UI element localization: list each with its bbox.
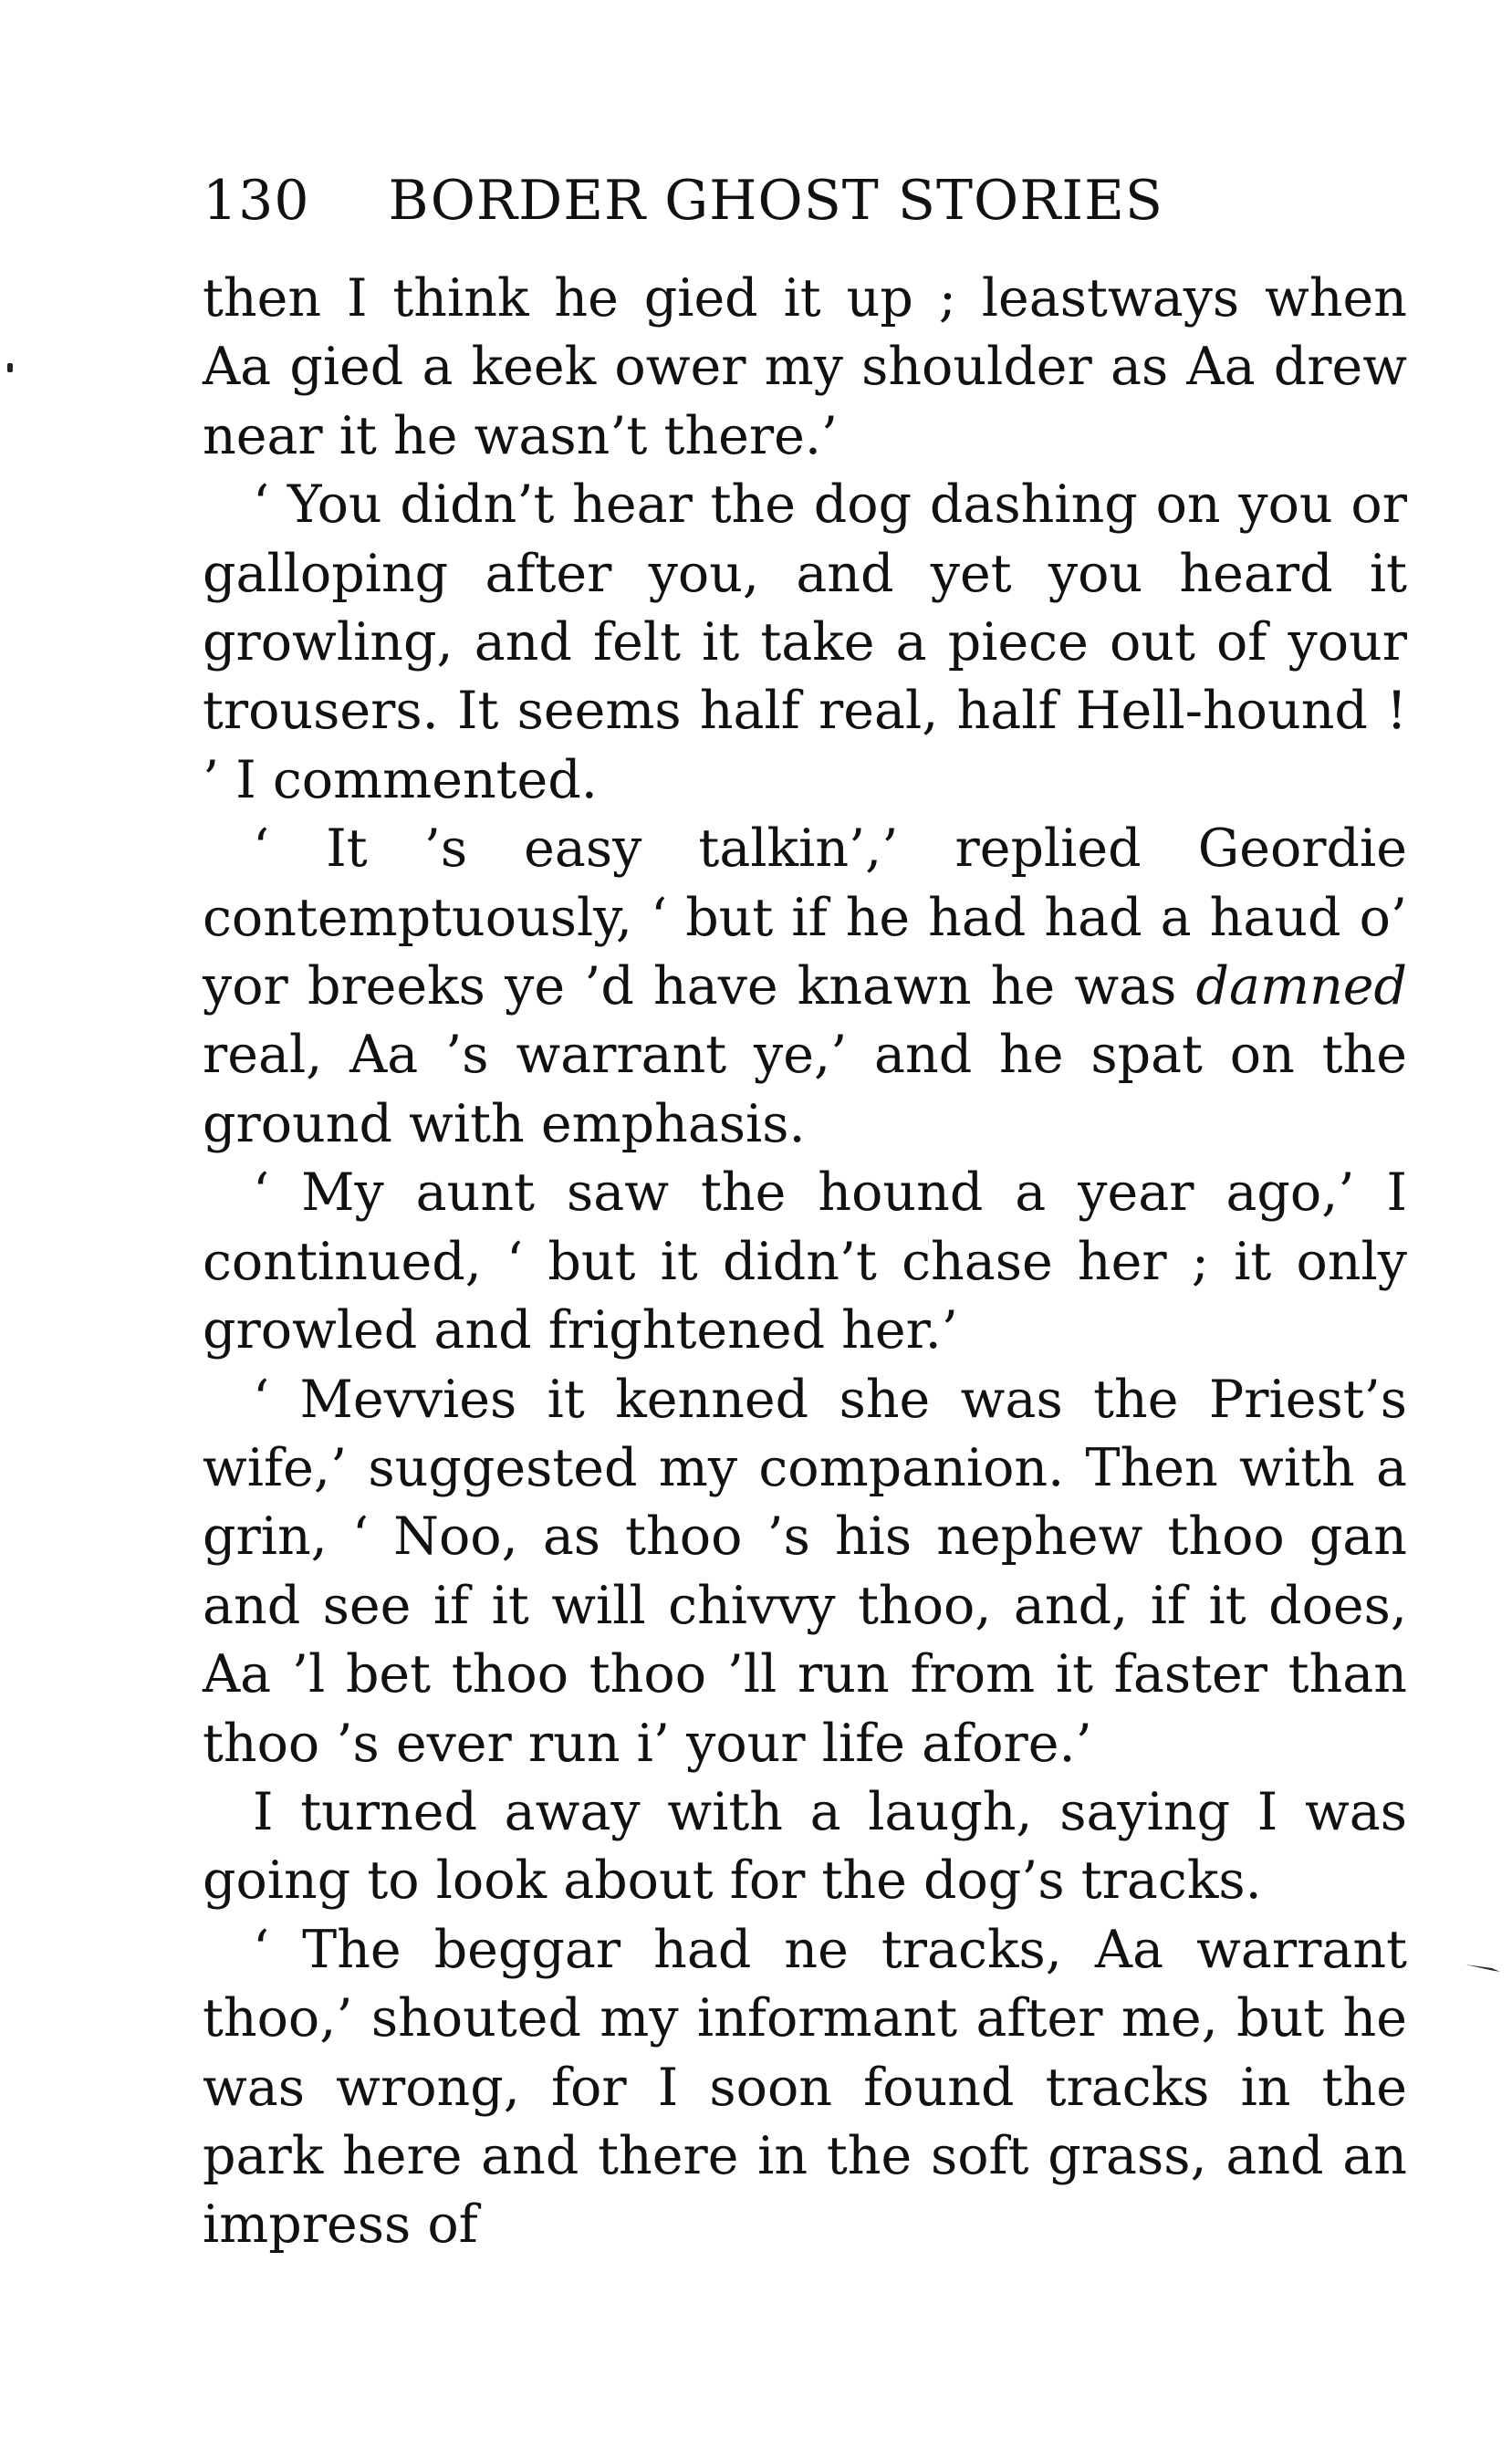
paragraph-3-text-before: ‘ It ’s easy talkin’,’ replied Geordie contemptuously, ‘ but if he had had a haud o’ yor breeks ye ’d have knawn he was xyxy=(203,818,1407,1017)
emphasized-word: damned xyxy=(1195,956,1407,1017)
paragraph-5: ‘ Mevvies it kenned she was the Priest’s wife,’ suggested my companion. Then with a grin, ‘ Noo, as thoo ’s his nephew thoo gan and see if it will chivvy thoo, and, if it does, Aa ’l bet thoo thoo ’ll run from it faster than thoo ’s ever run i’ your life afore.’ xyxy=(203,1369,1407,1774)
paragraph-4: ‘ My aunt saw the hound a year ago,’ I continued, ‘ but it didn’t chase her ; it only growled and frightened her.’ xyxy=(203,1162,1407,1361)
paragraph-3 xyxy=(203,815,1407,1159)
paragraph-6: I turned away with a laugh, saying I was going to look about for the dog’s tracks. xyxy=(203,1781,1407,1912)
margin-pen-mark xyxy=(1465,1962,1501,1973)
paragraph-2: ‘ You didn’t hear the dog dashing on you or galloping after you, and yet you heard it growling, and felt it take a piece out of your trousers. It seems half real, half Hell-hound ! ’ I commented. xyxy=(203,474,1407,810)
paragraph-3-text-after: real, Aa ’s warrant ye,’ and he spat on the ground with emphasis. xyxy=(203,1025,1407,1154)
running-title: BORDER GHOST STORIES xyxy=(388,169,1163,233)
paragraph-1: then I think he gied it up ; leastways when Aa gied a keek ower my shoulder as Aa drew near it he wasn’t there.’ xyxy=(203,268,1407,466)
running-header xyxy=(203,164,1407,237)
margin-speck xyxy=(7,363,13,372)
body-text xyxy=(203,265,1407,2260)
paragraph-7: ‘ The beggar had ne tracks, Aa warrant thoo,’ shouted my informant after me, but he was wrong, for I soon found tracks in the park here and there in the soft grass, and an impress of xyxy=(203,1919,1407,2256)
page-number: 130 xyxy=(203,169,310,233)
